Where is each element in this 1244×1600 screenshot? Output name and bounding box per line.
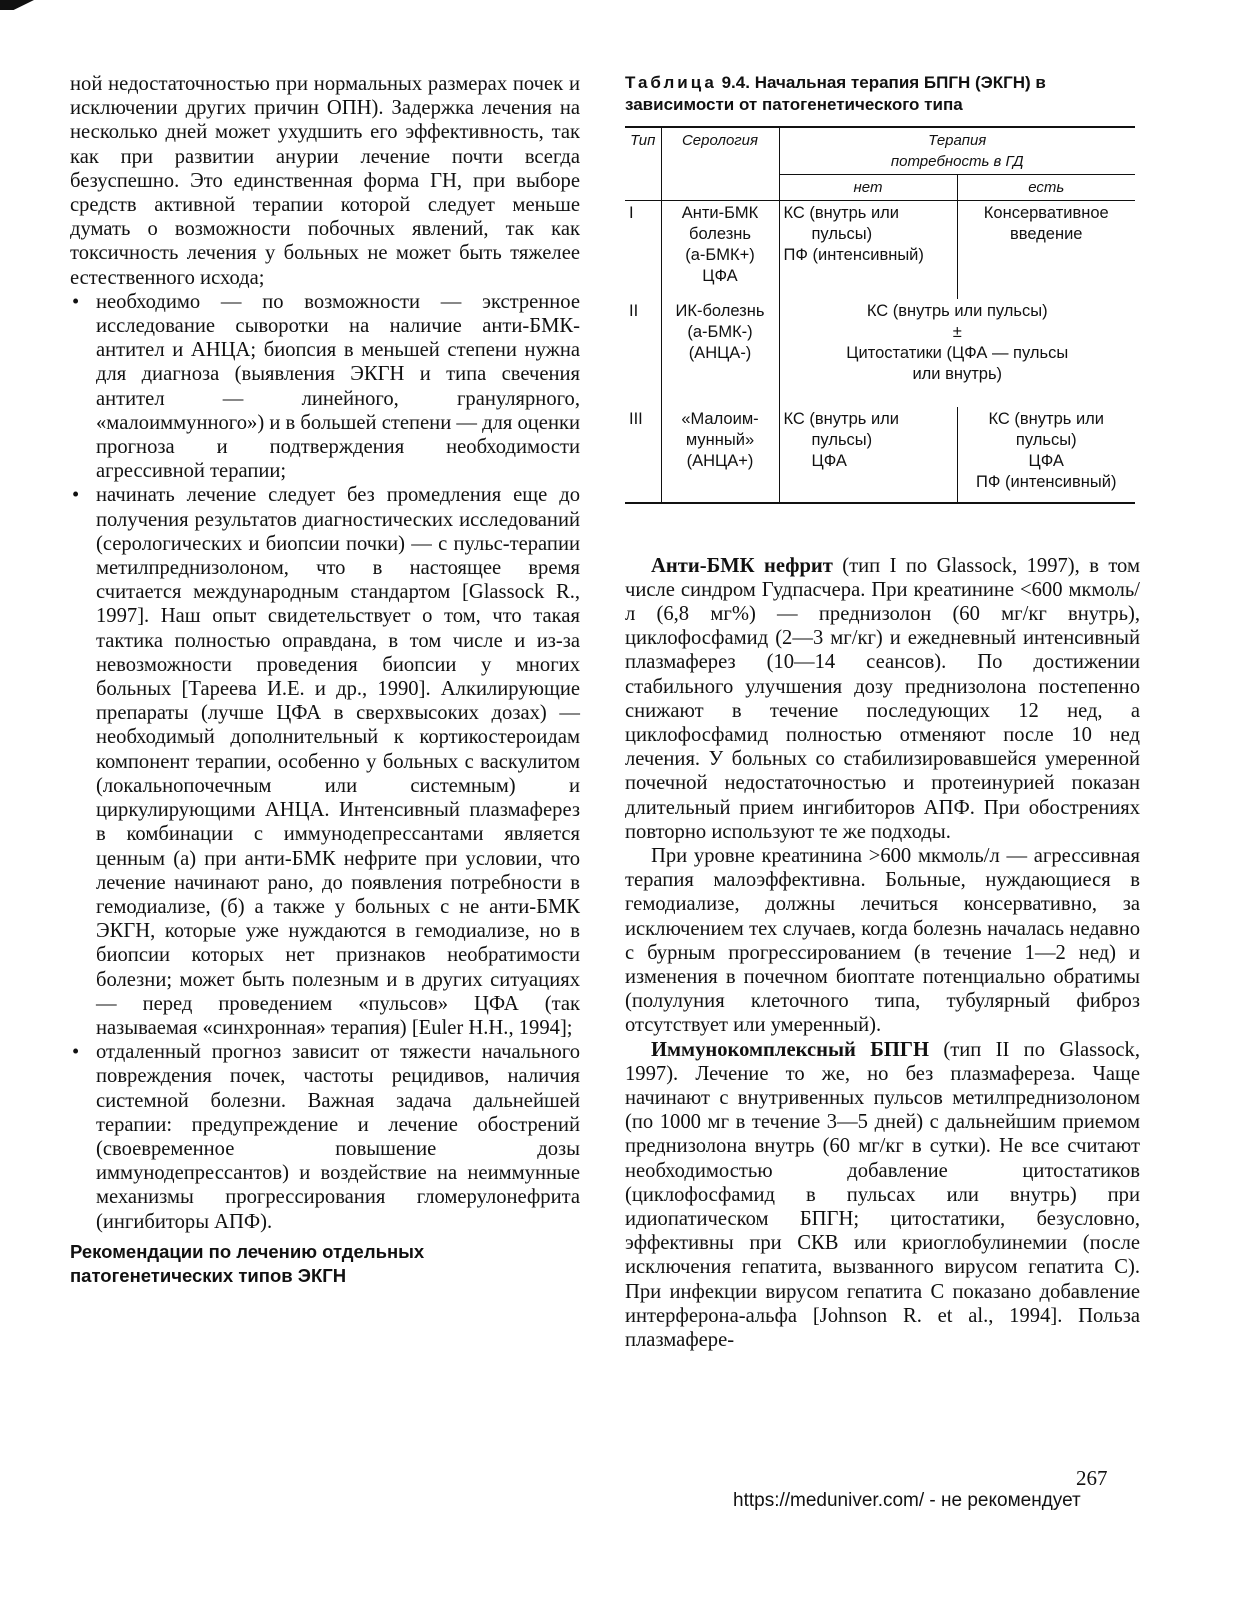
therapy-line: пульсы) <box>811 225 873 243</box>
left-column <box>70 72 580 1288</box>
row-serology <box>661 407 779 503</box>
serology-line: мунный» <box>685 430 755 449</box>
bullet-icon: • <box>72 290 80 313</box>
therapy-line: Цитостатики (ЦФА — пульсы <box>846 343 1069 362</box>
immune-complex-term: Иммунокомплексный БПГН <box>651 1038 930 1061</box>
therapy-line: КС (внутрь или <box>783 409 900 428</box>
therapy-line: КС (внутрь или <box>783 204 900 222</box>
row-type: I <box>629 204 634 222</box>
list-item <box>70 483 580 1040</box>
therapy-line: ± <box>952 322 962 341</box>
therapy-line: КС (внутрь или пульсы) <box>866 301 1048 320</box>
row-type: III <box>629 409 643 428</box>
table-caption-text: Начальная терапия БПГН (ЭКГН) в зависимости от патогенетического типа <box>625 73 1046 114</box>
creatinine-paragraph: При уровне креатинина >600 мкмоль/л — агрессивная терапия малоэффективна. Больные, нуждающиеся в гемодиализе, должны лечиться консервативно, за исключением тех случаев, когда болезнь началась недавно с бурным прогрессированием (в течение 1—2 нед) и изменения в почечном биоптате потенциально обратимы (полулуния клеточного типа, тубулярный фиброз отсутствует или умеренный). <box>625 844 1140 1037</box>
list-item <box>70 290 580 484</box>
left-intro-paragraph: ной недостаточностью при нормальных размерах почек и исключении других причин ОПН). Задержка лечения на несколько дней может ухудшить его эффективность, так как при развитии анурии лечение почти всегда безуспешно. Это единственная форма ГН, при выборе средств активной терапии которой следует меньше думать о возможности побочных явлений, так как токсичность лечения у больных не может быть тяжелее естественного исхода; <box>70 73 580 289</box>
serology-line: (а-БМК-) <box>687 322 753 341</box>
column-header-yes: есть <box>957 175 1135 201</box>
row-therapy-combined <box>779 299 1135 407</box>
therapy-line: КС (внутрь или <box>988 409 1105 428</box>
therapy-line: ЦФА <box>811 451 847 470</box>
table-caption <box>625 72 1140 116</box>
anti-gbm-paragraph <box>625 554 1140 844</box>
therapy-line: ПФ (интенсивный) <box>783 246 924 264</box>
column-header-therapy <box>779 127 1135 175</box>
serology-line: «Малоим- <box>681 409 759 428</box>
table-caption-number: 9.4. <box>721 73 750 92</box>
column-header-type: Тип <box>630 132 656 149</box>
immune-complex-text: (тип II по Glassock, 1997). Лечение то же, но без плазмафереза. Чаще начинают с внутривенных пульсов метилпреднизолоном (по 1000 мг в течение 3—5 дней) с дальнейшим приемом преднизолона внутрь (60 мг/кг в сутки). Не все считают необходимостью добавление цитостатиков (циклофосфамид в пульсах или внутрь) при идиопатическом БПГН; цитостатики, безусловно, эффективны при СКВ или криоглобулинемии (после исключения гепатита, вызванного вирусом гепатита С). При инфекции вирусом гепатита С показано добавление интерферона-альфа [Johnson R. et al., 1994]. Польза плазмафере- <box>625 1038 1140 1351</box>
serology-line: болезнь <box>689 225 751 243</box>
table-row <box>625 299 1135 407</box>
anti-gbm-text: (тип I по Glassock, 1997), в том числе синдром Гудпасчера. При креатинине <600 мкмоль/л (6,8 мг%) — преднизолон (60 мг/кг внутрь), циклофосфамид (2—3 мг/кг) и ежедневный интенсивный плазмаферез (10—14 сеансов). По достижении стабильного улучшения дозу преднизолона постепенно снижают в течение последующих 12 нед, а циклофосфамид полностью отменяют после 10 нед лечения. У больных со стабилизировавшейся умеренной почечной недостаточностью и протеинурией показан длительный прием ингибиторов АПФ. При обострениях повторно используют те же подходы. <box>625 554 1140 843</box>
therapy-table <box>625 126 1135 504</box>
row-serology <box>661 201 779 299</box>
row-therapy-yes <box>957 201 1135 299</box>
page-number: 267 <box>1076 1466 1108 1490</box>
source-watermark: https://meduniver.com/ - не рекомендует <box>733 1490 1081 1511</box>
therapy-line: пульсы) <box>1015 430 1077 449</box>
serology-line: ИК-болезнь <box>675 301 765 320</box>
bullet-icon: • <box>72 484 80 507</box>
serology-line: (а-БМК+) <box>685 246 755 264</box>
scan-corner-mark <box>0 0 34 10</box>
recommendation-list <box>70 290 580 1234</box>
therapy-label: Терапия <box>928 132 987 149</box>
therapy-line: введение <box>1010 225 1083 243</box>
column-header-no: нет <box>779 175 957 201</box>
serology-line: (АНЦА+) <box>686 451 754 470</box>
list-item <box>70 1040 580 1234</box>
section-heading: Рекомендации по лечению отдельных патогенетических типов ЭКГН <box>70 1240 425 1286</box>
list-item-text: начинать лечение следует без промедления еще до получения результатов диагностических исследований (серологических и биопсии почки) — с пульс-терапии метилпреднизолоном, что в настоящее время считается международным стандартом [Glassock R., 1997]. Наш опыт свидетельствует о том, что такая тактика полностью оправдана, в том числе и из-за невозможности проведения биопсии у многих больных [Тареева И.Е. и др., 1990]. Алкилирующие препараты (лучше ЦФА в сверхвысоких дозах) — необходимый дополнительный к кортикостероидам компонент терапии, особенно у больных с васкулитом (локальнопочечным или системным) и циркулирующими АНЦА. Интенсивный плазмаферез в комбинации с иммунодепрессантами является ценным (а) при анти-БМК нефрите при условии, что лечение начинают рано, до появления потребности в гемодиализе, (б) а также у больных с не анти-БМК ЭКГН, которые уже нуждаются в гемодиализе, но в биопсии которых нет признаков необратимости болезни; может быть полезным и в других ситуациях — перед проведением «пульсов» ЦФА (так называемая «синхронная» терапия) [Euler H.H., 1994]; <box>96 484 580 1039</box>
row-therapy-no <box>779 201 957 299</box>
row-therapy-no <box>779 407 957 503</box>
therapy-line: ЦФА <box>1028 451 1064 470</box>
serology-line: Анти-БМК <box>681 204 759 222</box>
table-row <box>625 201 1135 299</box>
therapy-line: пульсы) <box>811 430 873 449</box>
table-row <box>625 407 1135 503</box>
serology-line: ЦФА <box>702 267 738 285</box>
anti-gbm-term: Анти-БМК нефрит <box>651 554 833 577</box>
immune-complex-paragraph <box>625 1038 1140 1353</box>
list-item-text: необходимо — по возможности — экстренное исследование сыворотки на наличие анти-БМК-антител и АНЦА; биопсия в меньшей степени нужна для диагноза (выявления ЭКГН и типа свечения антител — линейного, гранулярного, «малоиммунного») и в большей степени — для оценки прогноза и подтверждения необходимости агрессивной терапии; <box>96 290 580 483</box>
bullet-icon: • <box>72 1041 80 1064</box>
serology-line: (АНЦА-) <box>688 343 752 362</box>
table-caption-label: Таблица <box>625 73 717 92</box>
therapy-line: или внутрь) <box>912 364 1003 383</box>
right-column <box>625 72 1140 1352</box>
row-serology <box>661 299 779 407</box>
row-therapy-yes <box>957 407 1135 503</box>
hd-need-label: потребность в ГД <box>890 153 1024 170</box>
column-header-serology: Серология <box>661 127 779 201</box>
therapy-line: ПФ (интенсивный) <box>976 472 1117 491</box>
list-item-text: отдаленный прогноз зависит от тяжести начального повреждения почек, частоты рецидивов, наличия системной болезни. Важная задача дальнейшей терапии: предупреждение и лечение обострений (своевременное повышение дозы иммунодепрессантов) и воздействие на неиммунные механизмы прогрессирования гломерулонефрита (ингибиторы АПФ). <box>96 1041 580 1233</box>
therapy-line: Консервативное <box>983 204 1109 222</box>
row-type: II <box>629 301 639 320</box>
